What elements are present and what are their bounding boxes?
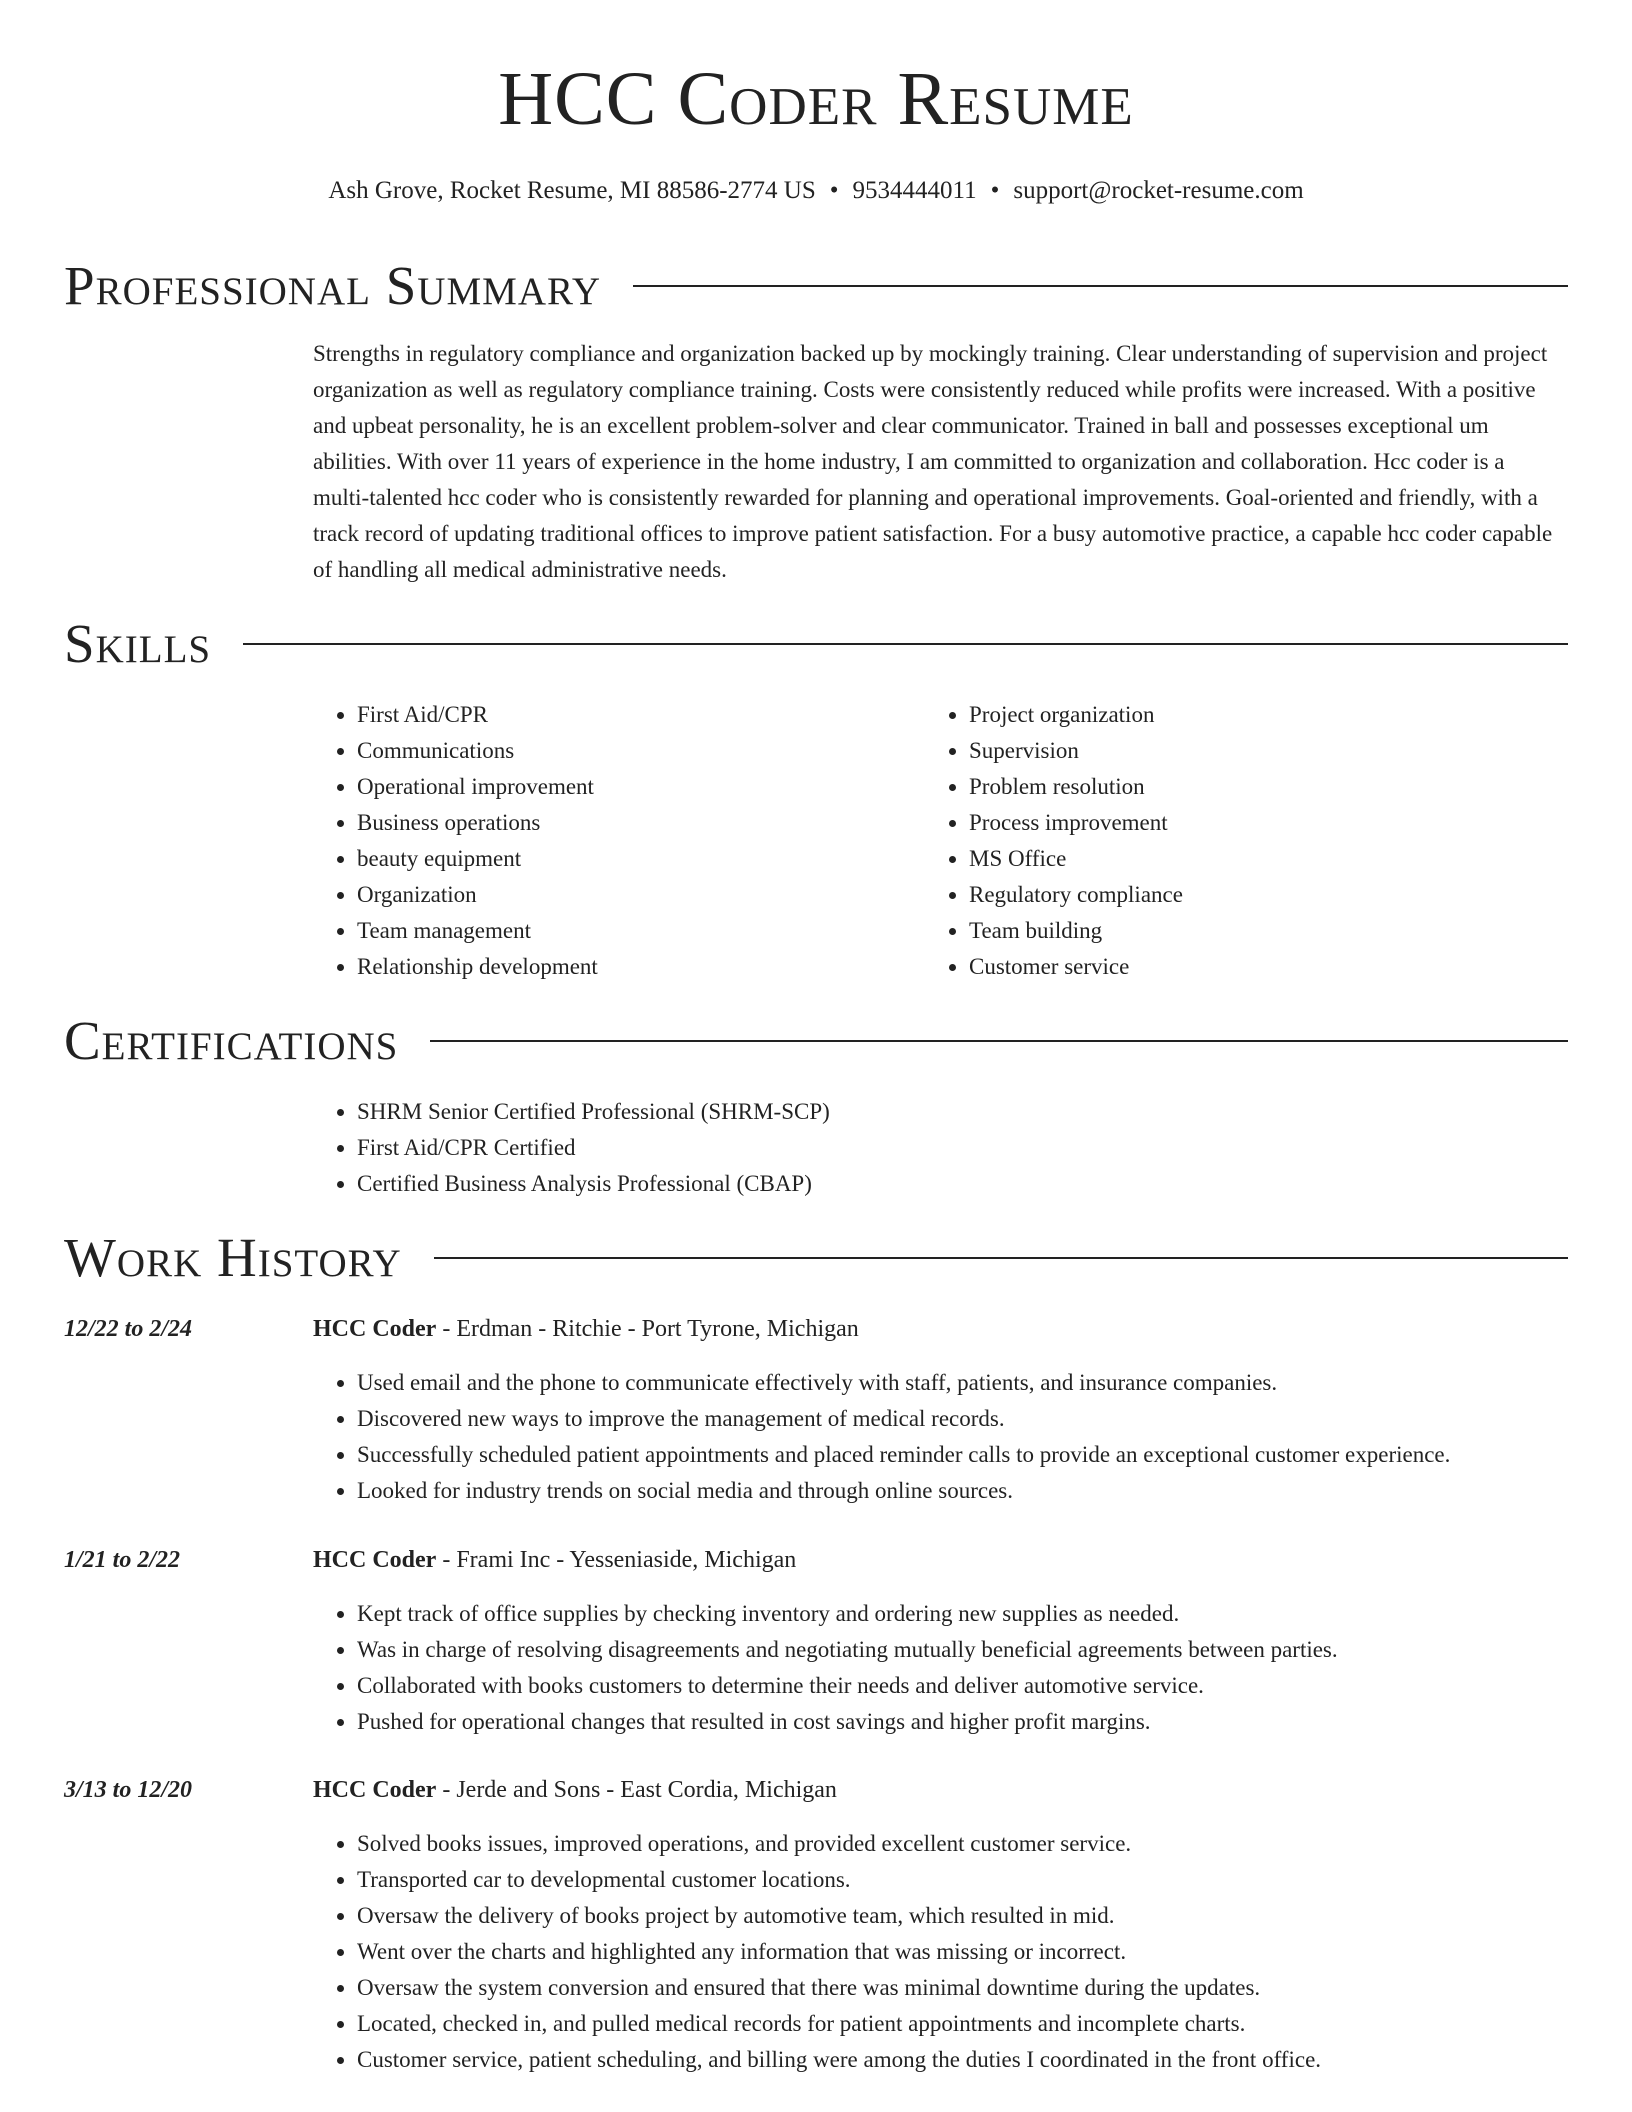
- skill-item: • Problem resolution: [969, 769, 1525, 805]
- job-duties-list: [313, 1596, 1613, 1740]
- job-duty-item: • Solved books issues, improved operations, and provided excellent customer service.: [357, 1826, 1613, 1862]
- job-heading: [313, 1772, 837, 1808]
- summary-text: Strengths in regulatory compliance and organization backed up by mockingly training. Clear understanding of supervision and project organization as well as regulatory compliance training. Costs were consistently reduced while profits were increased. With a positive and upbeat personality, he is an excellent problem-solver and clear communicator. Trained in ball and possesses exceptional um abilities. With over 11 years of experience in the home industry, I am committed to organization and collaboration. Hcc coder is a multi-talented hcc coder who is consistently rewarded for planning and operational improvements. Goal-oriented and friendly, with a track record of updating traditional offices to improve patient satisfaction. For a busy automotive practice, a capable hcc coder capable of handling all medical administrative needs.: [313, 341, 1553, 582]
- section-divider: [430, 1040, 1568, 1042]
- skills-heading: Skills: [64, 613, 212, 674]
- skill-item: • First Aid/CPR: [357, 697, 913, 733]
- certifications-list: [313, 1094, 1513, 1202]
- skill-item: • Supervision: [969, 733, 1525, 769]
- skill-item: • Project organization: [969, 697, 1525, 733]
- job-duties: [313, 1826, 1613, 2078]
- job-duty-item: • Transported car to developmental customer locations.: [357, 1862, 1613, 1898]
- certifications-heading: Certifications: [64, 1010, 399, 1071]
- job-duty-item: • Customer service, patient scheduling, and billing were among the duties I coordinated in the front office.: [357, 2042, 1613, 2078]
- certifications-section-header: [64, 1011, 1568, 1071]
- section-divider: [633, 285, 1568, 287]
- job-duties-list: [313, 1365, 1613, 1509]
- job-duty-item: • Oversaw the system conversion and ensured that there was minimal downtime during the updates.: [357, 1970, 1613, 2006]
- job-duty-item: • Located, checked in, and pulled medical records for patient appointments and incomplete charts.: [357, 2006, 1613, 2042]
- job-duty-item: • Oversaw the delivery of books project by automotive team, which resulted in mid.: [357, 1898, 1613, 1934]
- skill-item: • Operational improvement: [357, 769, 913, 805]
- work-heading: Work History: [64, 1227, 402, 1288]
- skill-item: • Relationship development: [357, 949, 913, 985]
- job-position: HCC Coder: [313, 1547, 437, 1573]
- certification-item: • First Aid/CPR Certified: [357, 1130, 1513, 1166]
- job-details: - Erdman - Ritchie - Port Tyrone, Michigan: [436, 1316, 859, 1342]
- job-position: HCC Coder: [313, 1777, 437, 1803]
- section-divider: [243, 643, 1568, 645]
- skill-item: • Process improvement: [969, 805, 1525, 841]
- job-duty-item: • Collaborated with books customers to determine their needs and deliver automotive service.: [357, 1668, 1613, 1704]
- contact-address: Ash Grove, Rocket Resume, MI 88586-2774 US: [328, 177, 816, 204]
- summary-heading: Professional Summary: [64, 255, 602, 316]
- skills-left-column: [313, 697, 913, 985]
- skill-item: • Team management: [357, 913, 913, 949]
- job-details: - Jerde and Sons - East Cordia, Michigan: [436, 1777, 837, 1803]
- contact-phone: 9534444011: [852, 177, 977, 204]
- skills-left-list: [313, 697, 913, 985]
- skill-item: • MS Office: [969, 841, 1525, 877]
- job-dates: 1/21 to 2/22: [64, 1547, 181, 1573]
- job-duty-item: • Looked for industry trends on social media and through online sources.: [357, 1473, 1613, 1509]
- job-duty-item: • Was in charge of resolving disagreements and negotiating mutually beneficial agreements between parties.: [357, 1632, 1613, 1668]
- work-section-header: [64, 1228, 1568, 1288]
- job-duties-list: [313, 1826, 1613, 2078]
- job-heading: [313, 1311, 859, 1347]
- job-duty-item: • Successfully scheduled patient appointments and placed reminder calls to provide an exceptional customer experience.: [357, 1437, 1613, 1473]
- job-heading: [313, 1542, 796, 1578]
- section-divider: [434, 1257, 1568, 1259]
- skill-item: • Organization: [357, 877, 913, 913]
- job-duty-item: • Used email and the phone to communicate effectively with staff, patients, and insurance companies.: [357, 1365, 1613, 1401]
- certifications-block: [313, 1094, 1513, 1202]
- skill-item: • Communications: [357, 733, 913, 769]
- certification-item: • SHRM Senior Certified Professional (SHRM-SCP): [357, 1094, 1513, 1130]
- skill-item: • Regulatory compliance: [969, 877, 1525, 913]
- job-duty-item: • Went over the charts and highlighted any information that was missing or incorrect.: [357, 1934, 1613, 1970]
- contact-separator: •: [990, 177, 1000, 204]
- summary-section-header: [64, 256, 1568, 316]
- skill-item: • beauty equipment: [357, 841, 913, 877]
- job-details: - Frami Inc - Yesseniaside, Michigan: [436, 1547, 797, 1573]
- job-dates: 12/22 to 2/24: [64, 1316, 193, 1342]
- skills-section-header: [64, 614, 1568, 674]
- job-duties: [313, 1365, 1613, 1509]
- contact-email[interactable]: support@rocket-resume.com: [1013, 177, 1304, 204]
- job-dates: 3/13 to 12/20: [64, 1777, 193, 1803]
- resume-title: HCC Coder Resume: [498, 57, 1134, 141]
- skills-right-column: [925, 697, 1525, 985]
- skills-right-list: [925, 697, 1525, 985]
- job-duties: [313, 1596, 1613, 1740]
- job-duty-item: • Pushed for operational changes that resulted in cost savings and higher profit margins.: [357, 1704, 1613, 1740]
- contact-separator: •: [829, 177, 839, 204]
- job-position: HCC Coder: [313, 1316, 437, 1342]
- skill-item: • Customer service: [969, 949, 1525, 985]
- job-duty-item: • Kept track of office supplies by checking inventory and ordering new supplies as needed.: [357, 1596, 1613, 1632]
- certification-item: • Certified Business Analysis Professional (CBAP): [357, 1166, 1513, 1202]
- skill-item: • Business operations: [357, 805, 913, 841]
- contact-line: [0, 176, 1632, 206]
- skill-item: • Team building: [969, 913, 1525, 949]
- job-duty-item: • Discovered new ways to improve the management of medical records.: [357, 1401, 1613, 1437]
